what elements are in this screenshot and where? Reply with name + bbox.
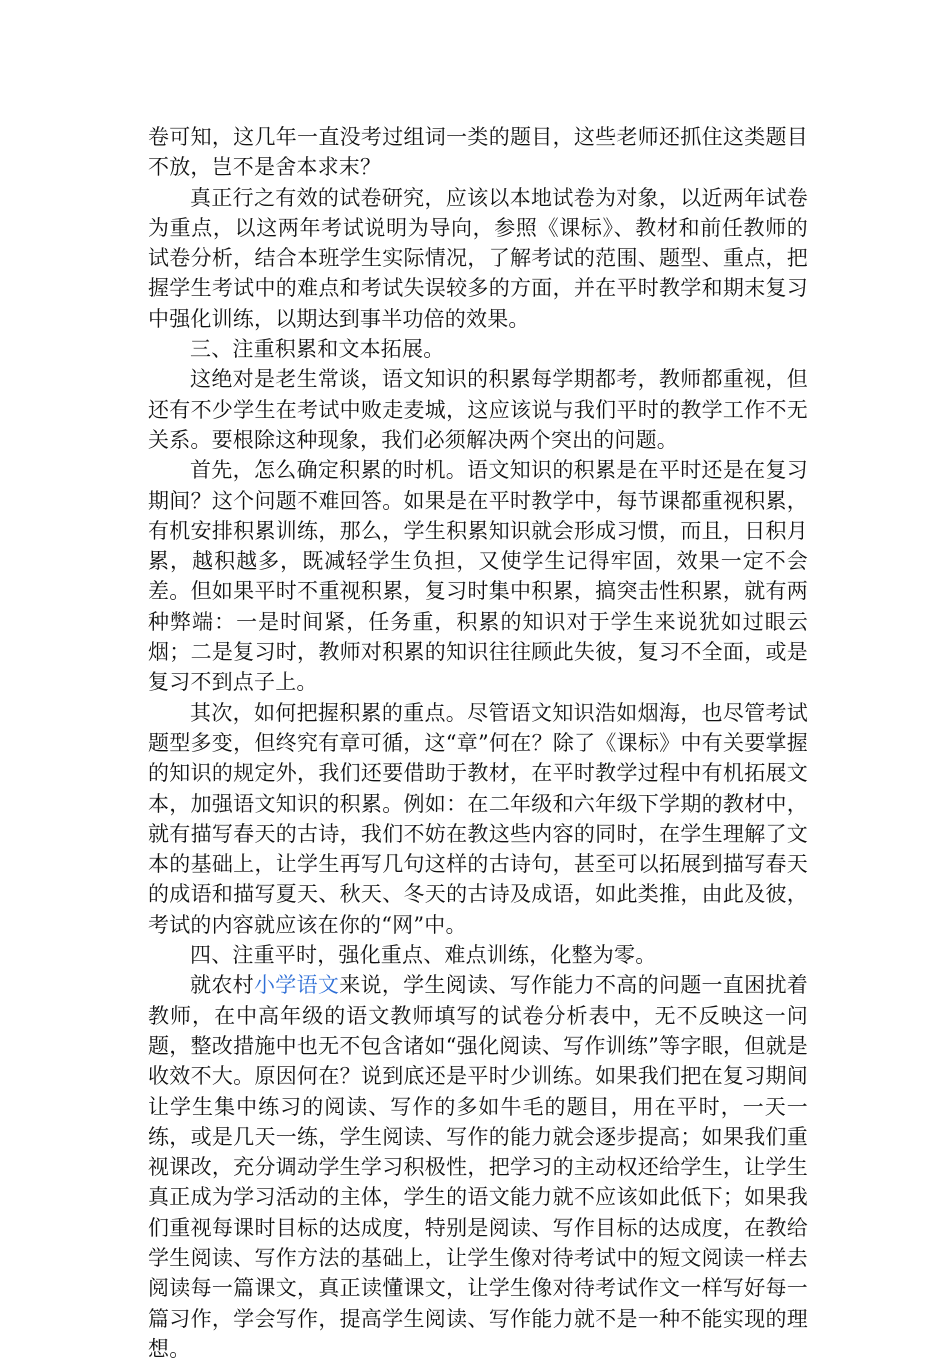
paragraph-continued: 卷可知，这几年一直没考过组词一类的题目，这些老师还抓住这类题目不放，岂不是舍本求末？ [148, 125, 808, 180]
section-heading-3: 三、注重积累和文本拓展。 [190, 337, 445, 362]
primary-chinese-link[interactable]: 小学语文 [253, 973, 340, 998]
paragraph-practice [148, 970, 808, 1364]
paragraph-exam-research: 真正行之有效的试卷研究，应该以本地试卷为对象，以近两年试卷为重点，以这两年考试说明为导向，参照《课标》、教材和前任教师的试卷分析，结合本班学生实际情况，了解考试的范围、题型、重点，把握学生考试中的难点和考试失误较多的方面，并在平时教学和期末复习中强化训练，以期达到事半功倍的效果。 [148, 185, 808, 331]
document-body [148, 122, 808, 1364]
paragraph-accumulation-focus: 其次，如何把握积累的重点。尽管语文知识浩如烟海，也尽管考试题型多变，但终究有章可循，这“章”何在？除了《课标》中有关要掌握的知识的规定外，我们还要借助于教材，在平时教学过程中有机拓展文本，加强语文知识的积累。例如：在二年级和六年级下学期的教材中，就有描写春天的古诗，我们不妨在教这些内容的同时，在学生理解了文本的基础上，让学生再写几句这样的古诗句，甚至可以拓展到描写春天的成语和描写夏天、秋天、冬天的古诗及成语，如此类推，由此及彼，考试的内容就应该在你的“网”中。 [148, 700, 808, 937]
paragraph-accumulation-timing: 首先，怎么确定积累的时机。语文知识的积累是在平时还是在复习期间？这个问题不难回答。如果是在平时教学中，每节课都重视积累，有机安排积累训练，那么，学生积累知识就会形成习惯，而且，日积月累，越积越多，既减轻学生负担，又使学生记得牢固，效果一定不会差。但如果平时不重视积累，复习时集中积累，搞突击性积累，就有两种弊端：一是时间紧，任务重，积累的知识对于学生来说犹如过眼云烟；二是复习时，教师对积累的知识往往顾此失彼，复习不全面，或是复习不到点子上。 [148, 458, 808, 695]
paragraph-practice-body: 来说，学生阅读、写作能力不高的问题一直困扰着教师，在中高年级的语文教师填写的试卷分析表中，无不反映这一问题，整改措施中也无不包含诸如“强化阅读、写作训练”等字眼，但就是收效不大。原因何在？说到底还是平时少训练。如果我们把在复习期间让学生集中练习的阅读、写作的多如牛毛的题目，用在平时，一天一练，或是几天一练，学生阅读、写作的能力就会逐步提高；如果我们重视课改，充分调动学生学习积极性，把学习的主动权还给学生，让学生真正成为学习活动的主体，学生的语文能力就不应该如此低下；如果我们重视每课时目标的达成度，特别是阅读、写作目标的达成度，在教给学生阅读、写作方法的基础上，让学生像对待考试中的短文阅读一样去阅读每一篇课文，真正读懂课文，让学生像对待考试作文一样写好每一篇习作，学会写作，提高学生阅读、写作能力就不是一种不能实现的理想。 [148, 973, 808, 1361]
section-heading-4: 四、注重平时，强化重点、难点训练，化整为零。 [190, 943, 657, 968]
paragraph-practice-lead: 就农村 [190, 973, 254, 998]
paragraph-accumulation-intro: 这绝对是老生常谈，语文知识的积累每学期都考，教师都重视，但还有不少学生在考试中败走麦城，这应该说与我们平时的教学工作不无关系。要根除这种现象，我们必须解决两个突出的问题。 [148, 367, 808, 452]
